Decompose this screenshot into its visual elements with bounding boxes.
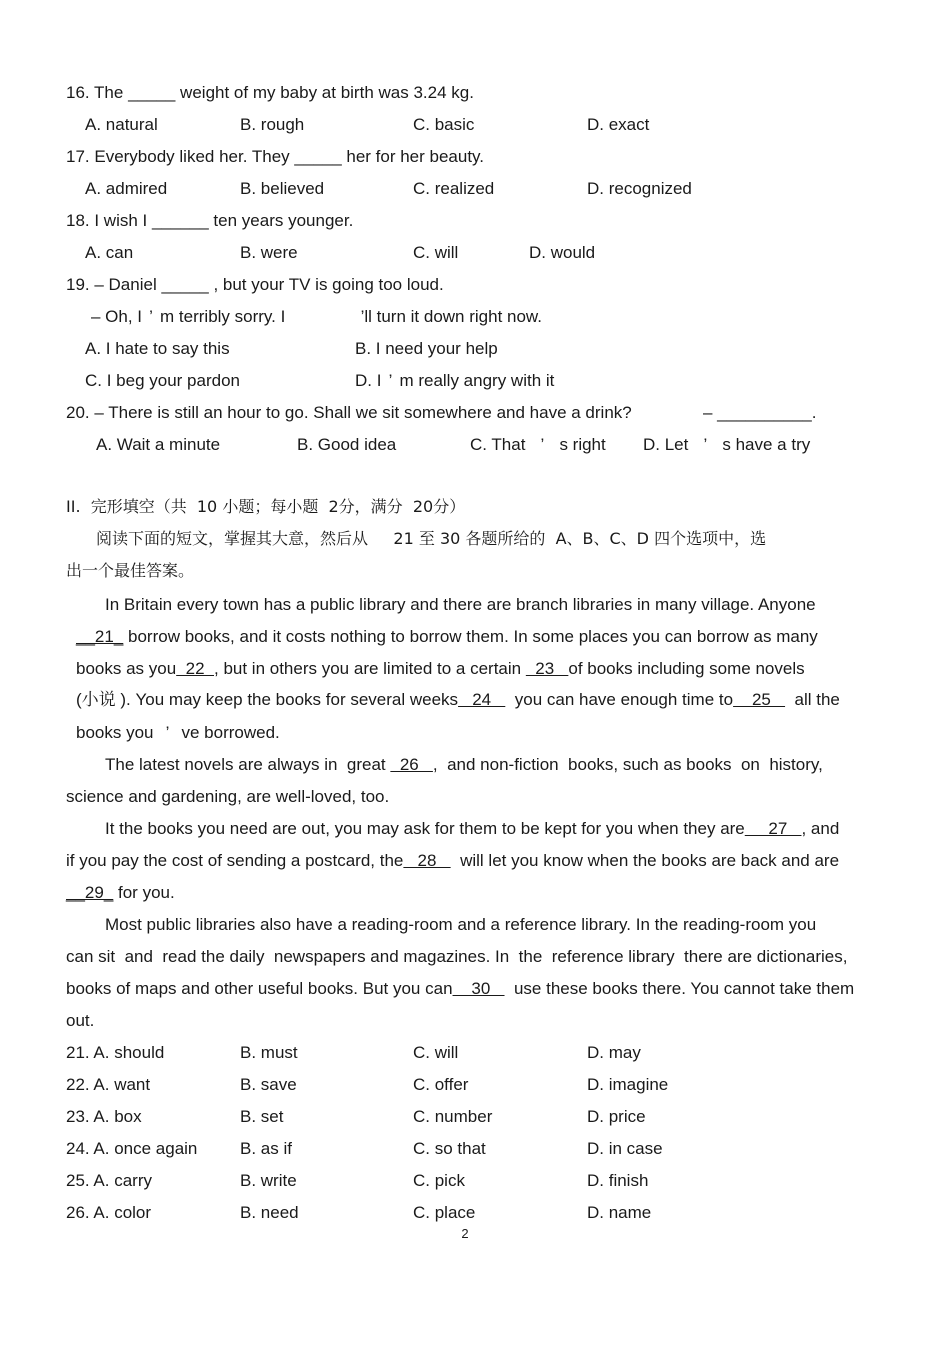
q19-stem: 19. – Daniel _____ , but your TV is going too loud. [66, 275, 444, 294]
q24-option-d: D. in case [587, 1139, 663, 1158]
q19-option-b: B. I need your help [355, 339, 498, 358]
q26-option-d: D. name [587, 1203, 652, 1222]
q23-option-c: C. number [413, 1107, 493, 1126]
blank-27: 27 [744, 819, 802, 838]
blank-22: 22 [176, 659, 214, 678]
q25-option-b: B. write [240, 1171, 297, 1190]
q16-option-b: B. rough [240, 115, 305, 134]
section-instructions-line1: 阅读下面的短文，掌握其大意，然后从 21 至 30 各题所给的 A、B、C、D 四个选项中，选 [96, 529, 767, 548]
passage-p3-line2: if you pay the cost of sending a postcard, the 28 will let you know when the books are back and are [66, 851, 840, 870]
blank-21: __21_ [76, 627, 124, 646]
passage-p1-line3: books as you 22 , but in others you are limited to a certain 23 of books including some novels [76, 659, 805, 678]
passage-p3-line3: __29_ for you. [66, 883, 175, 902]
q19-option-a: A. I hate to say this [85, 339, 230, 358]
q19-option-d: D. I ’ m really angry with it [355, 371, 555, 390]
blank-23: 23 [525, 659, 569, 678]
passage-p2-line2: science and gardening, are well-loved, too. [66, 787, 390, 806]
blank-30: 30 [452, 979, 505, 998]
blank-28: 28 [403, 851, 451, 870]
q17-option-a: A. admired [85, 179, 168, 198]
q20-option-d: D. Let ’ s have a try [643, 435, 811, 454]
q21-option-c: C. will [413, 1043, 459, 1062]
q16-option-a: A. natural [85, 115, 158, 134]
passage-p2-line1: The latest novels are always in great 26 , and non-fiction books, such as books on history, [105, 755, 823, 774]
passage-p4-line1: Most public libraries also have a reading-room and a reference library. In the reading-room you [105, 915, 817, 934]
q16-option-c: C. basic [413, 115, 475, 134]
q20-option-b: B. Good idea [297, 435, 397, 454]
q20-answer-blank: – __________. [703, 403, 817, 422]
q22-option-c: C. offer [413, 1075, 469, 1094]
q24-option-a: 24. A. once again [66, 1139, 198, 1158]
passage-p1-line5: books you ’ ve borrowed. [76, 723, 280, 742]
passage-p1-line2: __21_ borrow books, and it costs nothing to borrow them. In some places you can borrow as many [76, 627, 818, 646]
passage-p4-line4: out. [66, 1011, 95, 1030]
q21-option-a: 21. A. should [66, 1043, 165, 1062]
blank-25: 25 [733, 690, 786, 709]
blank-29: __29_ [66, 883, 114, 902]
q16-stem: 16. The _____ weight of my baby at birth was 3.24 kg. [66, 83, 474, 102]
q24-option-b: B. as if [240, 1139, 292, 1158]
q20-stem: 20. – There is still an hour to go. Shall we sit somewhere and have a drink? [66, 403, 632, 422]
q17-option-b: B. believed [240, 179, 325, 198]
q23-option-b: B. set [240, 1107, 284, 1126]
q17-option-d: D. recognized [587, 179, 692, 198]
q23-option-a: 23. A. box [66, 1107, 142, 1126]
q22-option-a: 22. A. want [66, 1075, 151, 1094]
q25-option-d: D. finish [587, 1171, 649, 1190]
q16-option-d: D. exact [587, 115, 650, 134]
passage-p4-line3: books of maps and other useful books. But you can 30 use these books there. You cannot take them [66, 979, 855, 998]
q26-option-c: C. place [413, 1203, 476, 1222]
passage-p1-line4: (小说 ). You may keep the books for several weeks 24 you can have enough time to 25 all the [76, 690, 840, 709]
q18-option-b: B. were [240, 243, 298, 262]
q21-option-b: B. must [240, 1043, 298, 1062]
blank-24: 24 [458, 690, 506, 709]
section-instructions-line2: 出一个最佳答案。 [66, 561, 195, 580]
section-heading: II. 完形填空（共 10 小题；每小题 2分，满分 20分） [66, 497, 466, 516]
q18-option-c: C. will [413, 243, 459, 262]
q22-option-d: D. imagine [587, 1075, 669, 1094]
q26-option-a: 26. A. color [66, 1203, 152, 1222]
q17-option-c: C. realized [413, 179, 495, 198]
q20-option-a: A. Wait a minute [96, 435, 221, 454]
q25-option-c: C. pick [413, 1171, 465, 1190]
q22-option-b: B. save [240, 1075, 297, 1094]
q25-option-a: 25. A. carry [66, 1171, 152, 1190]
q24-option-c: C. so that [413, 1139, 486, 1158]
q17-stem: 17. Everybody liked her. They _____ her for her beauty. [66, 147, 485, 166]
passage-p4-line2: can sit and read the daily newspapers and magazines. In the reference library there are dictionaries, [66, 947, 848, 966]
q21-option-d: D. may [587, 1043, 641, 1062]
q19-reply: – Oh, I ’ m terribly sorry. I ’ll turn it down right now. [91, 307, 542, 326]
page-number: 2 [461, 1226, 469, 1241]
passage-p1-line1: In Britain every town has a public library and there are branch libraries in many village. Anyone [105, 595, 816, 614]
passage-p3-line1: It the books you need are out, you may ask for them to be kept for you when they are 27 , and [105, 819, 840, 838]
blank-26: 26 [390, 755, 433, 774]
q18-option-d: D. would [529, 243, 596, 262]
q20-option-c: C. That ’ s right [470, 435, 606, 454]
q26-option-b: B. need [240, 1203, 299, 1222]
q19-option-c: C. I beg your pardon [85, 371, 240, 390]
q18-option-a: A. can [85, 243, 134, 262]
q18-stem: 18. I wish I ______ ten years younger. [66, 211, 354, 230]
q23-option-d: D. price [587, 1107, 646, 1126]
